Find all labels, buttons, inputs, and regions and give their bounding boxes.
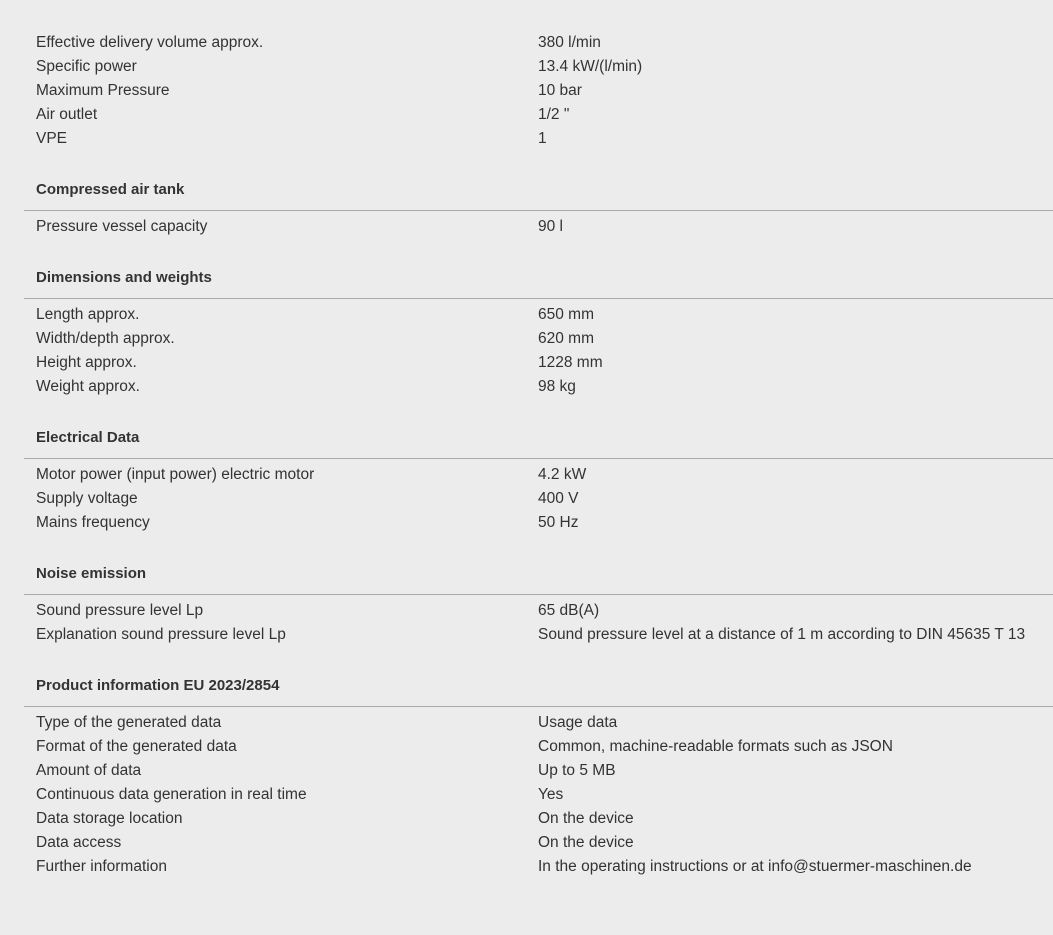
section-heading: Product information EU 2023/2854 xyxy=(24,675,1053,707)
spec-label: Type of the generated data xyxy=(36,714,222,731)
spec-row xyxy=(24,759,1053,783)
spec-value: 4.2 kW xyxy=(538,466,587,483)
spec-label: Explanation sound pressure level Lp xyxy=(36,626,286,643)
spec-row xyxy=(24,831,1053,855)
spec-value: Up to 5 MB xyxy=(538,762,616,779)
spec-label: Data access xyxy=(36,834,122,851)
spec-value: Usage data xyxy=(538,714,618,731)
spec-label: Air outlet xyxy=(36,106,98,123)
section-heading: Dimensions and weights xyxy=(24,267,1053,299)
spec-value: On the device xyxy=(538,810,634,827)
spec-value: 650 mm xyxy=(538,306,594,323)
spec-value: 620 mm xyxy=(538,330,594,347)
spec-row xyxy=(24,375,1053,399)
spec-value: 13.4 kW/(l/min) xyxy=(538,58,643,75)
spec-label: Mains frequency xyxy=(36,514,150,531)
spec-group-electrical xyxy=(24,427,1053,535)
spec-row xyxy=(24,463,1053,487)
spec-value: 1 xyxy=(538,130,547,147)
spec-label: VPE xyxy=(36,130,68,147)
spec-row xyxy=(24,855,1053,879)
spec-value: In the operating instructions or at info@stuermer-maschinen.de xyxy=(538,858,972,875)
section-heading: Noise emission xyxy=(24,563,1053,595)
section-heading: Compressed air tank xyxy=(24,179,1053,211)
spec-value: 50 Hz xyxy=(538,514,579,531)
spec-value: 380 l/min xyxy=(538,34,601,51)
spec-group-dimensions xyxy=(24,267,1053,399)
spec-value: On the device xyxy=(538,834,634,851)
spec-row xyxy=(24,303,1053,327)
spec-label: Data storage location xyxy=(36,810,183,827)
spec-group-noise xyxy=(24,563,1053,647)
spec-row xyxy=(24,623,1053,647)
spec-label: Effective delivery volume approx. xyxy=(36,34,264,51)
specifications-table xyxy=(24,31,1053,879)
spec-row xyxy=(24,327,1053,351)
spec-row xyxy=(24,103,1053,127)
spec-label: Format of the generated data xyxy=(36,738,237,755)
spec-label: Height approx. xyxy=(36,354,137,371)
spec-row xyxy=(24,599,1053,623)
spec-row xyxy=(24,735,1053,759)
spec-row xyxy=(24,79,1053,103)
spec-value: 90 l xyxy=(538,218,563,235)
spec-value: 65 dB(A) xyxy=(538,602,600,619)
spec-label: Amount of data xyxy=(36,762,142,779)
spec-label: Weight approx. xyxy=(36,378,140,395)
spec-label: Motor power (input power) electric motor xyxy=(36,466,315,483)
spec-row xyxy=(24,55,1053,79)
spec-label: Specific power xyxy=(36,58,137,75)
spec-row xyxy=(24,711,1053,735)
spec-label: Supply voltage xyxy=(36,490,138,507)
spec-label: Continuous data generation in real time xyxy=(36,786,307,803)
spec-row xyxy=(24,215,1053,239)
spec-value: Sound pressure level at a distance of 1 m according to DIN 45635 T 13 xyxy=(538,626,1026,643)
spec-row xyxy=(24,351,1053,375)
spec-value: 1228 mm xyxy=(538,354,603,371)
spec-value: 10 bar xyxy=(538,82,582,99)
spec-row xyxy=(24,783,1053,807)
spec-row xyxy=(24,807,1053,831)
spec-value: 1/2 " xyxy=(538,106,570,123)
spec-label: Further information xyxy=(36,858,167,875)
spec-label: Sound pressure level Lp xyxy=(36,602,204,619)
spec-group-general xyxy=(24,31,1053,151)
spec-group-product-information xyxy=(24,675,1053,879)
spec-row xyxy=(24,487,1053,511)
spec-label: Maximum Pressure xyxy=(36,82,170,99)
spec-label: Pressure vessel capacity xyxy=(36,218,208,235)
spec-label: Length approx. xyxy=(36,306,140,323)
spec-group-compressed-air-tank xyxy=(24,179,1053,239)
spec-row xyxy=(24,127,1053,151)
spec-row xyxy=(24,31,1053,55)
spec-value: 400 V xyxy=(538,490,579,507)
spec-value: Yes xyxy=(538,786,564,803)
section-heading: Electrical Data xyxy=(24,427,1053,459)
spec-row xyxy=(24,511,1053,535)
spec-value: 98 kg xyxy=(538,378,576,395)
spec-value: Common, machine-readable formats such as JSON xyxy=(538,738,893,755)
spec-label: Width/depth approx. xyxy=(36,330,175,347)
